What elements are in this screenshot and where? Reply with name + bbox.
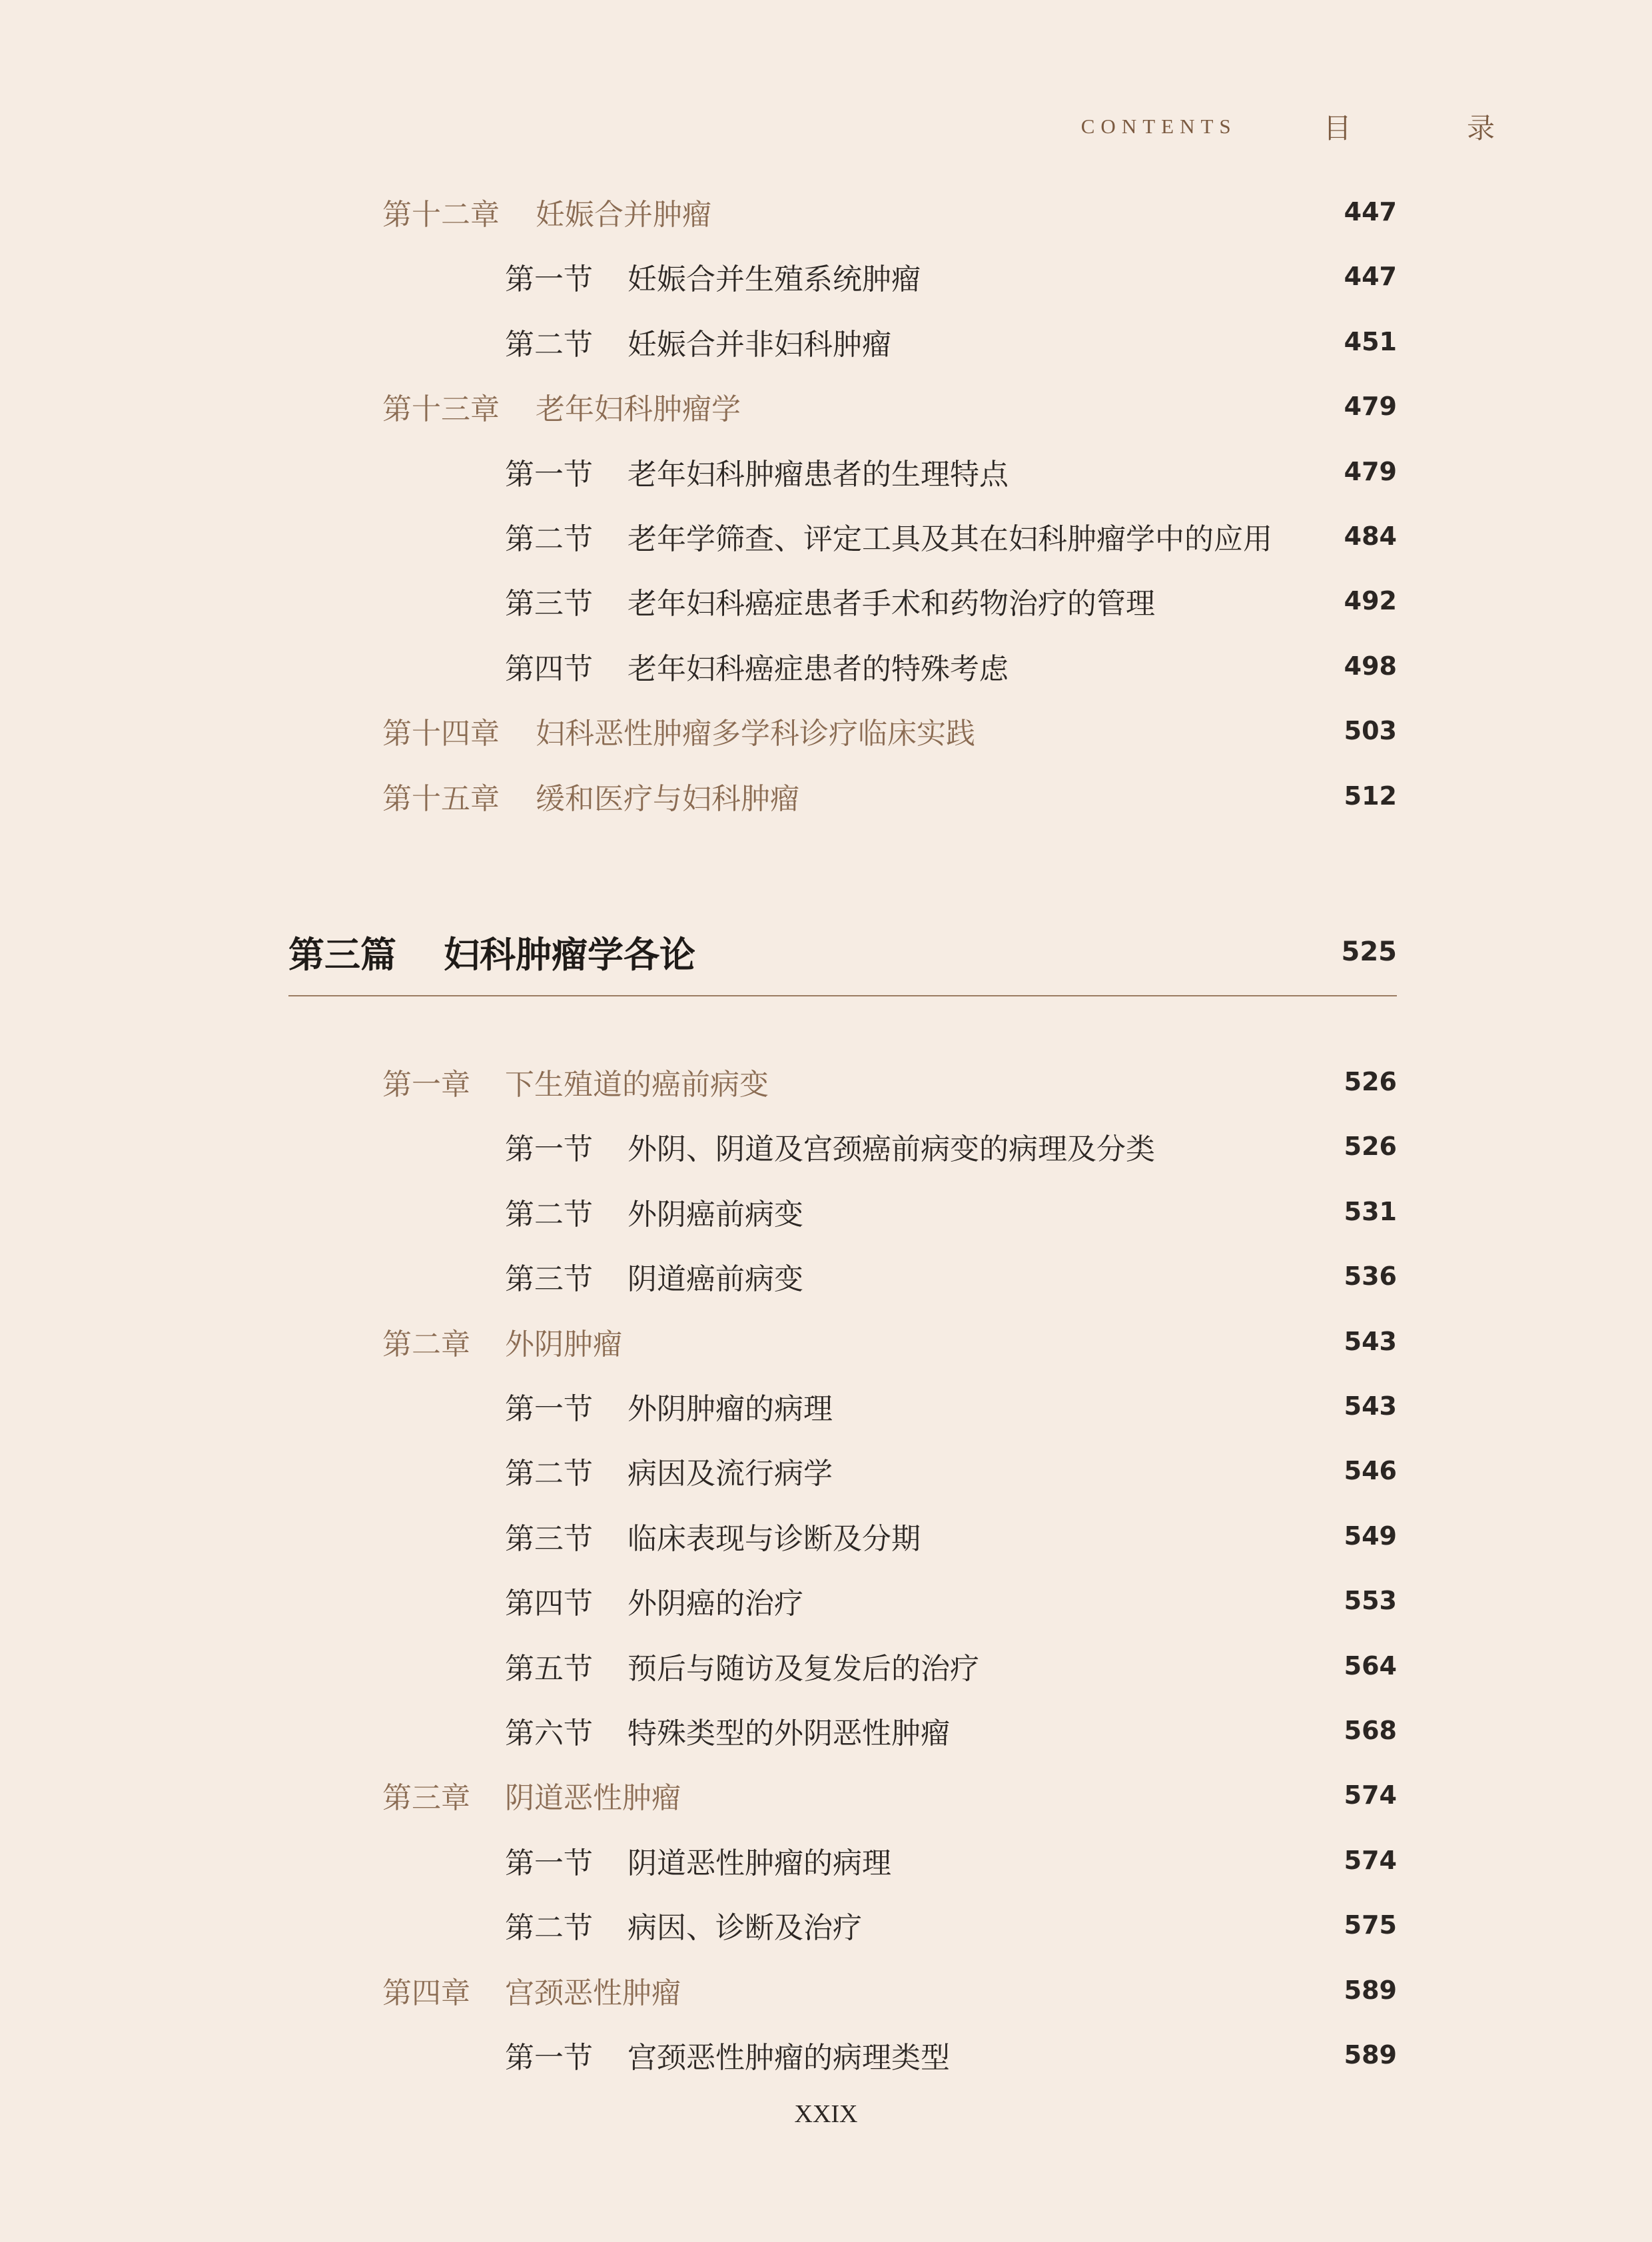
entry-label: 第二章: [382, 1327, 470, 1361]
entry-title: 外阴癌的治疗: [627, 1587, 803, 1621]
entry-title: 外阴肿瘤: [505, 1327, 622, 1361]
running-head: [1080, 107, 1548, 147]
entry-title: 缓和医疗与妇科肿瘤: [536, 781, 799, 816]
page-folio: XXIX: [794, 2100, 858, 2128]
entry-label: 第四章: [382, 1976, 470, 2010]
entry-title: 阴道癌前病变: [627, 1262, 803, 1297]
entry-page-number: 543: [1344, 1326, 1397, 1356]
toc-section-entry[interactable]: [0, 452, 1652, 492]
entry-title: 老年妇科癌症患者手术和药物治疗的管理: [627, 587, 1155, 621]
entry-label: 第一节: [505, 262, 593, 297]
entry-label: 第四节: [505, 651, 593, 686]
entry-label: 第一节: [505, 1392, 593, 1426]
toc-section-entry[interactable]: [0, 1451, 1652, 1491]
entry-page-number: 574: [1344, 1780, 1397, 1810]
part-heading[interactable]: [0, 929, 1652, 975]
entry-label: 第十五章: [382, 781, 500, 816]
entry-label: 第十二章: [382, 198, 500, 232]
entry-label: 第十四章: [382, 717, 500, 751]
part-divider: [288, 995, 1397, 996]
entry-title: 外阴、阴道及宫颈癌前病变的病理及分类: [627, 1132, 1155, 1167]
entry-page-number: 531: [1344, 1196, 1397, 1226]
entry-page-number: 526: [1344, 1067, 1397, 1096]
entry-title: 阴道恶性肿瘤: [505, 1781, 681, 1816]
part-label: 第三篇: [288, 933, 396, 976]
entry-title: 特殊类型的外阴恶性肿瘤: [627, 1716, 950, 1750]
toc-chapter-entry[interactable]: [0, 1970, 1652, 2010]
entry-title: 下生殖道的癌前病变: [505, 1068, 769, 1102]
entry-label: 第一节: [505, 2041, 593, 2075]
entry-label: 第二节: [505, 1197, 593, 1232]
toc-section-entry[interactable]: [0, 322, 1652, 362]
entry-label: 第三节: [505, 1521, 593, 1556]
entry-label: 第五节: [505, 1651, 593, 1686]
entry-page-number: 484: [1344, 522, 1397, 551]
running-head-contents: CONTENTS: [1080, 115, 1237, 138]
entry-label: 第六节: [505, 1716, 593, 1750]
toc-section-entry[interactable]: [0, 1905, 1652, 1945]
entry-page-number: 498: [1344, 651, 1397, 681]
entry-page-number: 589: [1344, 1975, 1397, 2005]
entry-page-number: 543: [1344, 1391, 1397, 1421]
entry-label: 第二节: [505, 1457, 593, 1491]
toc-section-entry[interactable]: [0, 1646, 1652, 1686]
entry-page-number: 553: [1344, 1586, 1397, 1616]
entry-label: 第十三章: [382, 392, 500, 427]
entry-title: 老年学筛查、评定工具及其在妇科肿瘤学中的应用: [627, 522, 1272, 556]
toc-section-entry[interactable]: [0, 1386, 1652, 1426]
entry-title: 病因及流行病学: [627, 1457, 833, 1491]
entry-label: 第二节: [505, 522, 593, 556]
entry-page-number: 492: [1344, 586, 1397, 616]
toc-chapter-entry[interactable]: [0, 711, 1652, 751]
entry-label: 第一节: [505, 1132, 593, 1167]
entry-title: 宫颈恶性肿瘤的病理类型: [627, 2041, 950, 2075]
entry-title: 外阴肿瘤的病理: [627, 1392, 833, 1426]
running-head-mulu: 目 录: [1323, 112, 1548, 145]
toc-section-entry[interactable]: [0, 1126, 1652, 1166]
toc-chapter-entry[interactable]: [0, 192, 1652, 232]
entry-label: 第一节: [505, 457, 593, 492]
entry-page-number: 575: [1344, 1910, 1397, 1940]
part-title: 妇科肿瘤学各论: [444, 933, 695, 976]
entry-title: 妇科恶性肿瘤多学科诊疗临床实践: [536, 717, 975, 751]
toc-section-entry[interactable]: [0, 1581, 1652, 1621]
entry-page-number: 574: [1344, 1845, 1397, 1875]
toc-chapter-entry[interactable]: [0, 1775, 1652, 1815]
entry-page-number: 536: [1344, 1262, 1397, 1292]
entry-label: 第一章: [382, 1068, 470, 1102]
entry-page-number: 479: [1344, 456, 1397, 486]
entry-label: 第二节: [505, 327, 593, 362]
entry-title: 阴道恶性肿瘤的病理: [627, 1846, 891, 1880]
entry-page-number: 447: [1344, 197, 1397, 226]
entry-title: 宫颈恶性肿瘤: [505, 1976, 681, 2010]
entry-page-number: 512: [1344, 781, 1397, 811]
entry-label: 第二节: [505, 1911, 593, 1946]
entry-title: 妊娠合并非妇科肿瘤: [627, 327, 891, 362]
entry-title: 妊娠合并肿瘤: [536, 198, 711, 232]
entry-page-number: 546: [1344, 1456, 1397, 1486]
entry-label: 第三节: [505, 1262, 593, 1297]
entry-label: 第三章: [382, 1781, 470, 1816]
toc-section-entry[interactable]: [0, 1256, 1652, 1296]
entry-title: 妊娠合并生殖系统肿瘤: [627, 262, 921, 297]
entry-title: 外阴癌前病变: [627, 1197, 803, 1232]
entry-title: 临床表现与诊断及分期: [627, 1521, 921, 1556]
toc-chapter-entry[interactable]: [0, 776, 1652, 816]
entry-label: 第一节: [505, 1846, 593, 1880]
entry-page-number: 568: [1344, 1716, 1397, 1745]
entry-title: 病因、诊断及治疗: [627, 1911, 862, 1946]
entry-page-number: 503: [1344, 716, 1397, 746]
entry-page-number: 451: [1344, 326, 1397, 356]
entry-label: 第四节: [505, 1587, 593, 1621]
toc-chapter-entry[interactable]: [0, 1321, 1652, 1361]
toc-chapter-entry[interactable]: [0, 1062, 1652, 1102]
entry-label: 第三节: [505, 587, 593, 621]
entry-page-number: 564: [1344, 1651, 1397, 1681]
entry-page-number: 589: [1344, 2040, 1397, 2069]
toc-section-entry[interactable]: [0, 1192, 1652, 1232]
toc-section-entry[interactable]: [0, 646, 1652, 686]
toc-section-entry[interactable]: [0, 516, 1652, 556]
toc-section-entry[interactable]: [0, 1516, 1652, 1556]
toc-section-entry[interactable]: [0, 581, 1652, 621]
entry-page-number: 549: [1344, 1521, 1397, 1551]
entry-title: 预后与随访及复发后的治疗: [627, 1651, 979, 1686]
entry-page-number: 447: [1344, 262, 1397, 292]
toc-chapter-entry[interactable]: [0, 386, 1652, 426]
entry-page-number: 479: [1344, 392, 1397, 422]
entry-title: 老年妇科癌症患者的特殊考虑: [627, 651, 1009, 686]
entry-title: 老年妇科肿瘤学: [536, 392, 741, 427]
toc-section-entry[interactable]: [0, 1840, 1652, 1880]
toc-section-entry[interactable]: [0, 256, 1652, 296]
toc-section-entry[interactable]: [0, 1710, 1652, 1750]
entry-title: 老年妇科肿瘤患者的生理特点: [627, 457, 1009, 492]
entry-page-number: 526: [1344, 1132, 1397, 1162]
part-page-number: 525: [1341, 936, 1397, 967]
toc-section-entry[interactable]: [0, 2035, 1652, 2075]
